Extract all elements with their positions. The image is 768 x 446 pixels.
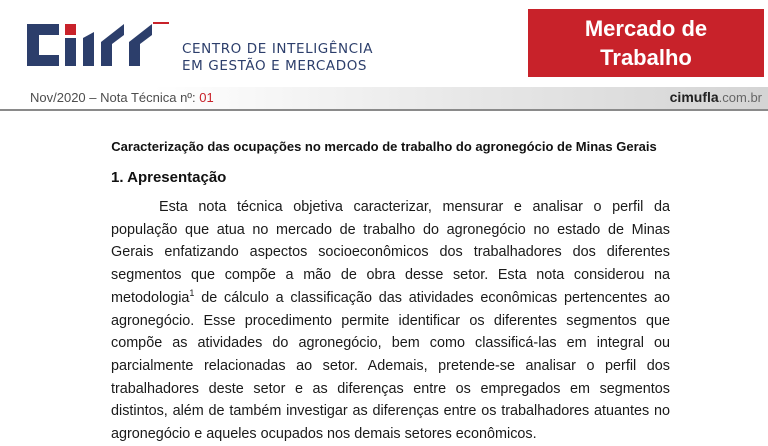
logo-accent-line <box>153 22 169 24</box>
org-name-line1: CENTRO DE INTELIGÊNCIA <box>182 41 374 57</box>
badge-line2: Trabalho <box>600 45 692 70</box>
paragraph-part-2: de cálculo a classificação das atividades econômicas pertencentes ao agronegócio. Esse procedimento permite identificar os diferentes segmentos que compõe as atividades do agronegócio, bem como classificá-las em integral ou parcialmente relacionadas ao setor. Ademais, pretende-se analisar o perfil dos trabalhadores deste setor e as diferenças entre os empregados em segmentos distintos, além de também investigar as diferenças entre os trabalhadores atuantes no agronegócio e aqueles ocupados nos demais setores econômicos. <box>111 289 670 443</box>
logo-letter-c <box>27 24 59 66</box>
logo-letter-m-2 <box>101 24 124 66</box>
org-name-line2: EM GESTÃO E MERCADOS <box>182 58 368 74</box>
org-name <box>182 41 373 75</box>
logo-letter-m-1 <box>83 32 94 66</box>
note-prefix: Nov/2020 – Nota Técnica nº: <box>30 90 200 105</box>
subheader-bar <box>0 87 768 111</box>
badge-line1: Mercado de <box>584 16 708 41</box>
footnote-marker[interactable]: 1 <box>189 288 195 299</box>
note-number: 01 <box>199 90 214 105</box>
note-info <box>30 90 214 105</box>
logo-letter-i <box>65 38 76 66</box>
site-domain: .com.br <box>718 90 762 105</box>
site-link[interactable] <box>670 89 762 105</box>
subheader-divider <box>0 109 768 111</box>
logo-letter-i-red <box>65 24 76 35</box>
body-paragraph <box>111 196 670 446</box>
paragraph-part-1: Esta nota técnica objetiva caracterizar, mensurar e analisar o perfil da população que atua no mercado de trabalho do agronegócio no estado de Minas Gerais enfatizando aspectos socioeconômicos dos trabalhadores dos diferentes segmentos que compõe a mão de obra desse setor. Esta nota considerou na metodologia <box>111 199 670 306</box>
site-name: cimufla <box>669 89 719 105</box>
cim-logo <box>25 20 175 70</box>
document-title: Caracterização das ocupações no mercado de trabalho do agronegócio de Minas Gerais <box>111 139 657 154</box>
section-badge <box>528 9 764 77</box>
section-heading: 1. Apresentação <box>111 169 227 186</box>
logo-letter-m-3 <box>129 24 152 66</box>
